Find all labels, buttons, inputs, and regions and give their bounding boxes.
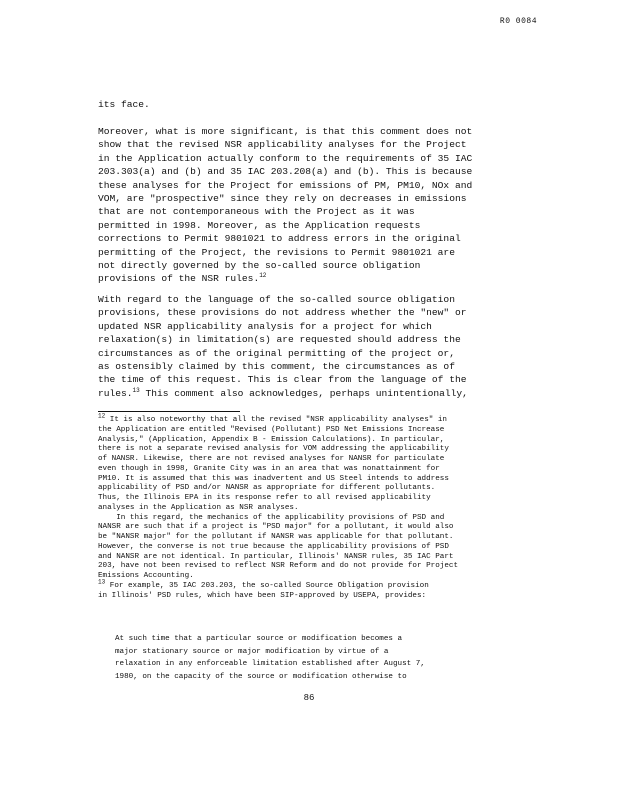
continued-fragment	[98, 98, 530, 111]
body-line: 203.303(a) and (b) and 35 IAC 203.208(a) and (b). This is because	[98, 166, 473, 178]
paragraph-2	[98, 293, 530, 400]
body-line: not directly governed by the so-called source obligation	[98, 260, 421, 272]
body-line: permitting of the Project, the revisions to Permit 9801021 are	[98, 246, 455, 258]
fragment-line: its face.	[98, 99, 150, 110]
footnote-ref-12[interactable]: 12	[259, 272, 267, 280]
footnote-mark-12: 12	[98, 412, 106, 420]
body-line	[98, 272, 530, 285]
footnote-line: there is not a separate revised analysis for VOM addressing the applicability	[98, 445, 449, 454]
body-line: provisions, these provisions do not address whether the "new" or	[98, 307, 467, 319]
body-line: these analyses for the Project for emissions of PM, PM10, NOx and	[98, 179, 473, 191]
body-line: circumstances as of the original permitting of the project or,	[98, 347, 455, 359]
footnote-line: even though in 1998, Granite City was in an area that was nonattainment for	[98, 464, 440, 473]
body-line: Moreover, what is more significant, is that this comment does not	[98, 126, 473, 137]
footnote-line: PM10. It is assumed that this was inadvertent and US Steel intends to address	[98, 474, 449, 483]
footnote-ref-13[interactable]: 13	[132, 386, 140, 394]
body-line: the time of this request. This is clear from the language of the	[98, 374, 467, 386]
footnote-block-quote	[115, 633, 515, 683]
footnote-13-line	[98, 578, 534, 592]
footnote-line: the Application are entitled "Revised (Pollutant) PSD Net Emissions Increase	[98, 425, 445, 434]
quote-line: major stationary source or major modification by virtue of a	[115, 647, 389, 656]
footnote-line: be "NANSR major" for the pollutant if NANSR was applicable for that pollutant.	[98, 533, 454, 541]
body-line: as ostensibly claimed by this comment, the circumstances as of	[98, 361, 455, 373]
body-line	[98, 387, 530, 400]
footnote-line: analyses in the Application as NSR analyses.	[98, 503, 299, 512]
quote-line: 1980, on the capacity of the source or modification otherwise to	[115, 672, 407, 681]
body-line: permitted in 1998. Moreover, as the Application requests	[98, 219, 421, 231]
paragraph-1	[98, 125, 530, 286]
footnote-line: in Illinois' PSD rules, which have been SIP-approved by USEPA, provides:	[98, 591, 427, 600]
footnote-line: applicability of PSD and/or NANSR as appropriate for different pollutants.	[98, 484, 436, 493]
footnote-line: Analysis," (Application, Appendix B - Emission Calculations). In particular,	[98, 435, 445, 444]
body-line-tail: This comment also acknowledges, perhaps unintentionally,	[139, 387, 468, 399]
page-number: 86	[303, 693, 315, 703]
body-line: show that the revised NSR applicability analyses for the Project	[98, 139, 467, 151]
body-line: updated NSR applicability analysis for a project for which	[98, 320, 432, 332]
body-line: in the Application actually conform to the requirements of 35 IAC	[98, 152, 473, 164]
footnote-line: However, the converse is not true because the applicability provisions of PSD	[98, 542, 449, 551]
body-line: With regard to the language of the so-called source obligation	[98, 294, 455, 305]
quote-line: relaxation in any enforceable limitation established after August 7,	[115, 660, 425, 668]
body-line: relaxation(s) in limitation(s) are requested should address the	[98, 334, 461, 346]
footnote-text: For example, 35 IAC 203.203, the so-called Source Obligation provision	[105, 581, 429, 590]
quote-line: At such time that a particular source or modification becomes a	[115, 635, 403, 643]
footnote-line: of NANSR. Likewise, there are not revised analyses for NANSR for particulate	[98, 455, 445, 463]
footnote-mark-13: 13	[98, 578, 106, 586]
body-line-text: provisions of the NSR rules.	[98, 273, 260, 285]
page-header-doc-id: R0 0084	[499, 17, 537, 26]
footnote-text: It is also noteworthy that all the revised "NSR applicability analyses" in	[105, 416, 447, 424]
footnotes	[98, 412, 534, 601]
footnote-line: Thus, the Illinois EPA in its response refer to all revised applicability	[98, 494, 431, 502]
body-line: VOM, are "prospective" since they rely on decreases in emissions	[98, 193, 467, 205]
footnote-line: In this regard, the mechanics of the applicability provisions of PSD and	[98, 513, 445, 522]
body-line: corrections to Permit 9801021 to address errors in the original	[98, 233, 461, 245]
body-line-text: rules.	[98, 387, 133, 399]
footnote-line: and NANSR are not identical. In particular, Illinois' NANSR rules, 35 IAC Part	[98, 552, 454, 561]
body-line: that are not contemporaneous with the Project as it was	[98, 206, 415, 218]
footnote-12-line	[98, 412, 534, 426]
footnote-line: NANSR are such that if a project is "PSD major" for a pollutant, it would also	[98, 523, 454, 532]
footnote-separator	[98, 411, 240, 412]
footnote-line: 203, have not been revised to reflect NSR Reform and do not provide for Project	[98, 562, 459, 571]
footnote-line: Emissions Accounting.	[98, 572, 194, 580]
